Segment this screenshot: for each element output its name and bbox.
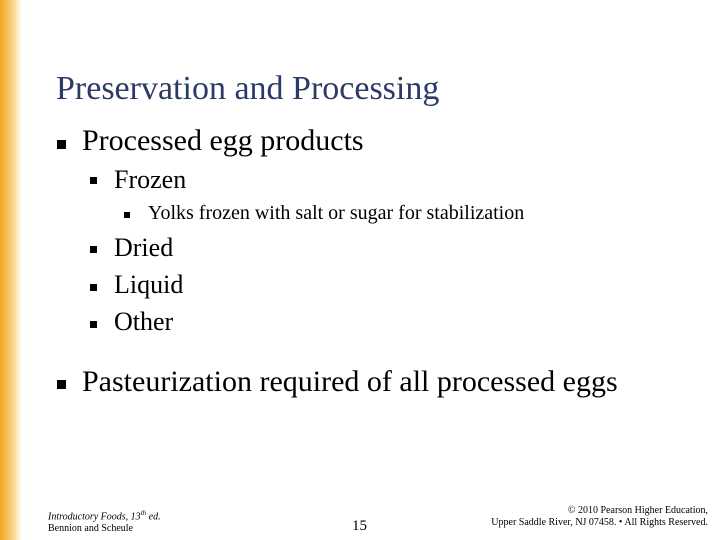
bullet-other: Other xyxy=(114,307,174,336)
bullet-dried: Dried xyxy=(114,233,174,262)
footer-authors: Bennion and Scheule xyxy=(48,523,133,535)
bullet-pasteurization: Pasteurization required of all processed eggs xyxy=(82,365,618,398)
footer-book-info xyxy=(48,507,161,535)
bullet-processed-egg-products: Processed egg products xyxy=(82,124,364,157)
page-number: 15 xyxy=(352,518,367,534)
bullet-liquid: Liquid xyxy=(114,270,184,299)
bullet-square-icon xyxy=(57,380,66,389)
bullet-square-icon xyxy=(57,140,66,149)
bullet-square-icon xyxy=(90,284,97,291)
decorative-side-bar xyxy=(0,0,22,540)
copyright-line-2: Upper Saddle River, NJ 07458. • All Rights Reserved. xyxy=(491,517,708,528)
bullet-square-icon xyxy=(90,321,97,328)
slide-title: Preservation and Processing xyxy=(56,70,440,107)
bullet-yolks-frozen: Yolks frozen with salt or sugar for stabilization xyxy=(148,202,525,224)
copyright-line-1: © 2010 Pearson Higher Education, xyxy=(567,505,708,516)
bullet-square-icon xyxy=(124,212,130,218)
footer-book-title: Introductory Foods, 13th ed. xyxy=(48,509,161,523)
bullet-frozen: Frozen xyxy=(114,165,187,194)
footer-copyright xyxy=(448,505,708,529)
bullet-square-icon xyxy=(90,177,97,184)
bullet-square-icon xyxy=(90,246,97,253)
